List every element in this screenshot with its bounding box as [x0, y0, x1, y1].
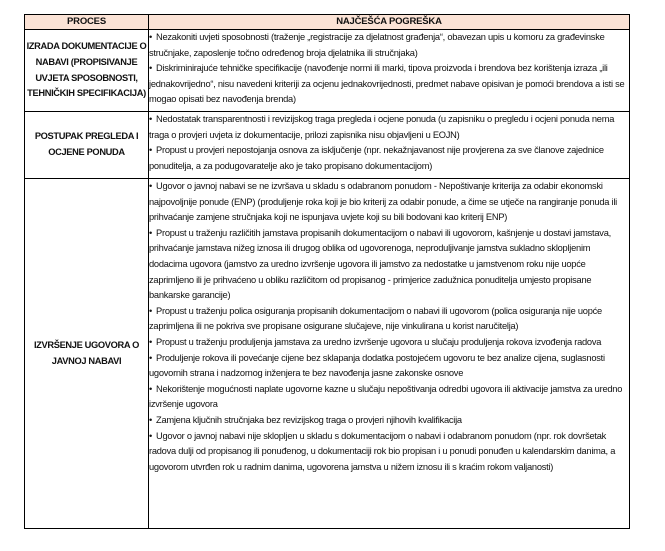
error-item: [149, 61, 629, 108]
bullet-icon: •: [149, 227, 153, 238]
error-item: [149, 304, 629, 335]
bullet-icon: •: [149, 114, 153, 124]
error-text: Diskriminirajuće tehničke specifikacije (navođenje normi ili marki, tipova proizvoda i brendova bez korištenja izraza „ili jednakovrijedno“, nisu navedeni kriteriji za ocjenu jednakovrijednosti, predmet nabave opisivan je pomoći brendova a isti se mogao opisati bez navođenja brenda): [149, 63, 625, 105]
error-text: Propust u traženju različitih jamstava propisanih dokumentacijom o nabavi ili ugovorom, kašnjenje u dostavi jamstava, prihvaćanje jamstava nižeg iznosa ili drugog oblika od ugovorenoga, neprodulјivanje jamstva sukladno sklopljenim dodacima ugovora (jamstvo za uredno izvršenje ugovora ili jamstvo za nedostatke u jamstvenom roku nije uopće zaprimljeno ili je prihvaćeno u obliku različitom od propisanog - primjerice zadužnica ponuditelja umjesto propisane bankarske garancije): [149, 227, 611, 301]
error-item: [149, 226, 629, 304]
error-text: Nekorištenje mogućnosti naplate ugovorne kazne u slučaju nepoštivanja odredbi ugovora ili aktivacije jamstva za uredno izvršenje ugovora: [149, 383, 623, 410]
procurement-errors-table: [24, 14, 630, 529]
error-item: [149, 351, 629, 382]
bullet-icon: •: [149, 181, 153, 191]
error-text: Zamjena ključnih stručnjaka bez revizijskog traga o provjeri njihovih kvalifikacija: [156, 414, 462, 425]
bullet-icon: •: [149, 145, 153, 156]
process-cell: POSTUPAK PREGLEDA I OCJENE PONUDA: [25, 112, 149, 179]
error-item: [149, 30, 629, 61]
bullet-icon: •: [149, 336, 153, 347]
error-item: [149, 429, 629, 476]
errors-cell: [149, 30, 630, 112]
error-text: Propust u traženju produljenja jamstava za uredno izvršenje ugovora u slučaju produljenja rokova izvođenja radova: [156, 336, 602, 347]
error-item: [149, 179, 629, 226]
process-cell: IZVRŠENJE UGOVORA O JAVNOJ NABAVI: [25, 179, 149, 529]
bullet-icon: •: [149, 383, 153, 394]
bullet-icon: •: [149, 430, 153, 441]
table-row: [25, 30, 630, 112]
error-text: Propust u traženju polica osiguranja propisanih dokumentacijom o nabavi ili ugovorom (polica osiguranja nije uopće zaprimljena ili ne pokriva sve propisane osigurane slučajeve, nije vinkulirana u korist naručitelja): [149, 305, 602, 332]
errors-cell: [149, 112, 630, 179]
errors-cell: [149, 179, 630, 529]
error-text: Propust u provjeri nepostojanja osnova za isključenje (npr. nekažnjavanost nije provjerena za sve članove zajednice ponuditelja, a za podugovaratelje ako je tako propisano dokumentacijom): [149, 145, 604, 171]
bullet-icon: •: [149, 352, 153, 363]
table-row: [25, 112, 630, 179]
error-text: Produljenje rokova ili povećanje cijene bez sklapanja dodatka postojećem ugovoru te bez analize cijena, suglasnosti ugovornih strana i nadzornog inženjera te bez navođenja jasne zakonske osnove: [149, 352, 605, 379]
error-item: [149, 413, 629, 429]
header-row: [25, 15, 630, 30]
error-item: [149, 335, 629, 351]
error-text: Ugovor o javnoj nabavi se ne izvršava u skladu s odabranom ponudom - Nepoštivanje kriterija za odabir ekonomski najpovoljnije ponude (ENP) (produljenje roka koji je bio kriterij za odabir ponude, a čime se utječe na rangiranje ponuda ili prihvaćanje zamjene stručnjaka koji ne ispunjava uvjete koji su bili bodovani kao kriterij ENP): [149, 181, 617, 223]
table-row: [25, 179, 630, 529]
error-item: [149, 112, 629, 143]
error-text: Nezakoniti uvjeti sposobnosti (traženje „registracije za djelatnost građenja“, obavezan upis u komoru za građevinske stručnjake, zaposlenje točno određenog broja djelatnika ili stručnjaka): [149, 32, 605, 58]
bullet-icon: •: [149, 32, 153, 42]
header-most-common-error: NAJČEŠĆA POGREŠKA: [149, 15, 630, 30]
header-process: PROCES: [25, 15, 149, 30]
bullet-icon: •: [149, 305, 153, 316]
error-text: Nedostatak transparentnosti i revizijskog traga pregleda i ocjene ponuda (u zapisniku o pregledu i ocjeni ponuda nema traga o provjeri uvjeta iz dokumentacije, prilozi zapisnika nisu objavljeni u EOJN): [149, 114, 615, 140]
process-cell: IZRADA DOKUMENTACIJE O NABAVI (PROPISIVANJE UVJETA SPOSOBNOSTI, TEHNIČKIH SPECIFIKACIJA): [25, 30, 149, 112]
error-text: Ugovor o javnoj nabavi nije sklopljen u skladu s dokumentacijom o nabavi i odabranom ponudom (npr. rok dovršetak radova dulji od propisanog ili ponuđenog, u dokumentaciji rok bio propisan i u ponudi ponuđen u kalendarskim danima, a ugovorom utvrđen rok u radnim danima, ugovorena jamstva u nižem iznosu ili s kraćim rokom valjanosti): [149, 430, 616, 472]
error-item: [149, 143, 629, 174]
error-item: [149, 382, 629, 413]
bullet-icon: •: [149, 414, 153, 425]
bullet-icon: •: [149, 63, 153, 74]
